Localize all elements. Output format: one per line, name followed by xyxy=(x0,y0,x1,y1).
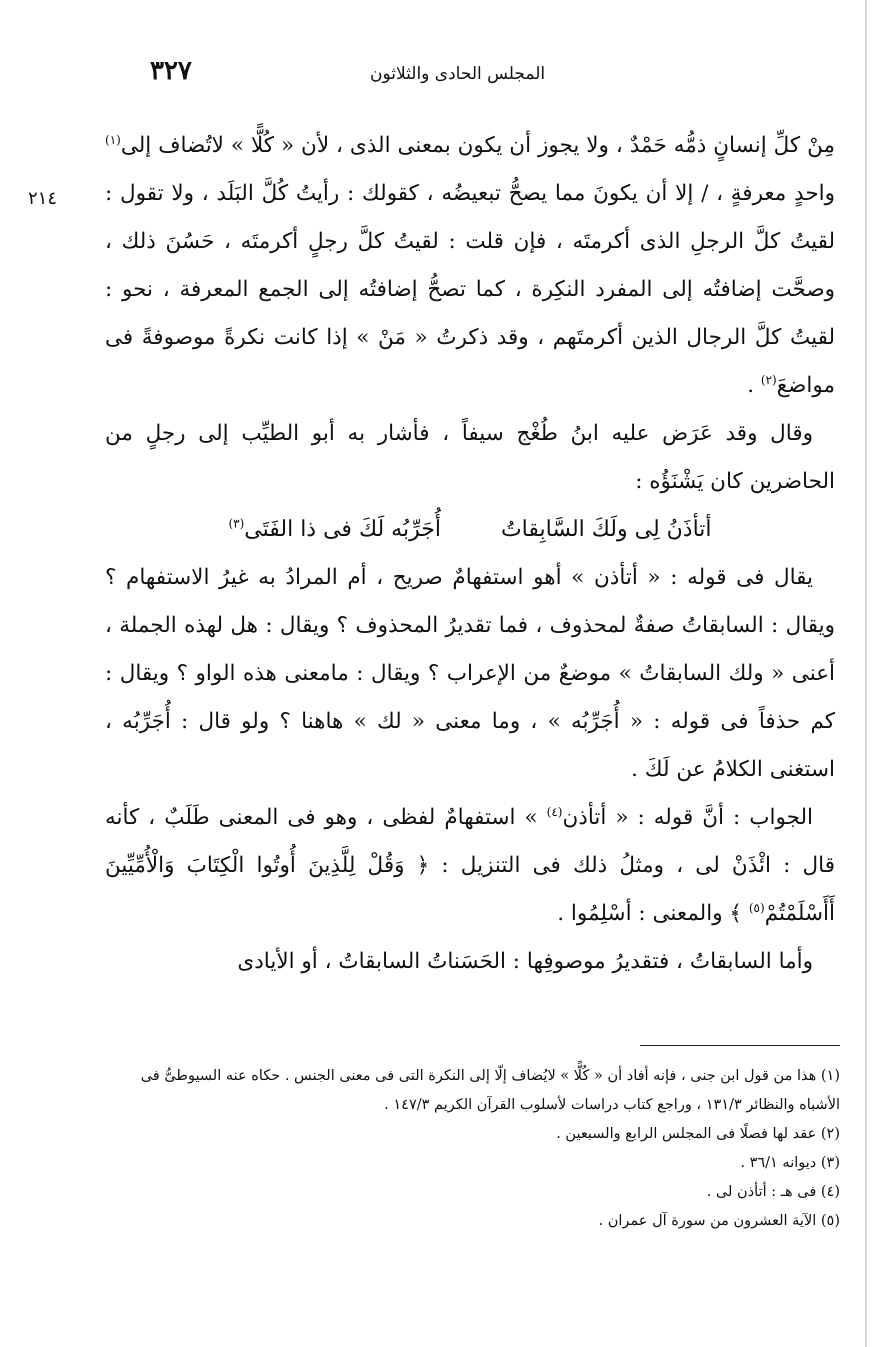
running-title: المجلس الحادى والثلاثون xyxy=(370,64,546,84)
paragraph-1-part-a: مِنْ كلِّ إنسانٍ ذمُّه حَمْدٌ ، ولا يجوز أن يكون بمعنى الذى ، لأن « كُلًّا » لاتُضاف إلى xyxy=(120,133,835,158)
footnote-4: (٤) فى هـ : أتأذن لى . xyxy=(706,1184,840,1200)
page-header xyxy=(140,56,700,96)
footnote-2: (٢) عقد لها فصلًا فى المجلس الرابع والسبعين . xyxy=(556,1126,840,1142)
footnote-1: (١) هذا من قول ابن جنى ، فإنه أفاد أن « كُلًّا » لايُضاف إلّا إلى النكرة التى فى معنى الجنس . حكاه عنه السيوطىُّ فى الأشباه والنظائر ١٣١/٣ ، وراجع كتاب دراسات لأسلوب القرآن الكريم ١٤٧/٣ . xyxy=(140,1068,840,1113)
paragraph-4 xyxy=(105,794,835,938)
paragraph-3: يقال فى قوله : « أتأذن » أهو استفهامٌ صريح ، أم المرادُ به غيرُ الاستفهام ؟ ويقال : السابقاتُ صفةٌ لمحذوف ، فما تقديرُ المحذوف ؟ ويقال : هل لهذه الجملة ، أعنى « ولك السابقاتُ » موضعٌ من الإعراب ؟ ويقال : مامعنى هذه الواو ؟ ويقال : كم حذفاً فى قوله : « أُجَرِّبُه » ، وما معنى « لك » هاهنا ؟ ولو قال : أُجَرِّبُه ، استغنى الكلامُ عن لَكَ . xyxy=(105,565,835,782)
main-text xyxy=(105,122,835,986)
footnote-marker-1: (١) xyxy=(105,132,121,147)
page-number: ٣٢٧ xyxy=(150,56,192,86)
footnote-marker-3: (٣) xyxy=(228,516,245,531)
paragraph-2: وقال وقد عَرَض عليه ابنُ طُغْج سيفاً ، فأشار به أبو الطيِّب إلى رجلٍ من الحاضرين كان يَشْنَؤُه : xyxy=(105,421,835,494)
footnote-marker-2: (٢) xyxy=(760,372,777,387)
paragraph-4-part-b: » استفهامٌ لفظى ، وهو فى المعنى طَلَبٌ ، كأنه قال : ائْذَنْ لى ، ومثلُ ذلك فى التنزيل : ﴿ وَقُلْ لِلَّذِينَ أُوتُوا الْكِتَابَ وَالْأُمِّيِّينَ أَأَسْلَمْتُمْ xyxy=(105,805,835,926)
margin-page-reference: ٢١٤ xyxy=(28,188,58,209)
verse-hemistich-2: أُجَرِّبُه لَكَ فى ذا الفَتَى xyxy=(244,517,441,542)
paragraph-4-part-c: ﴾ والمعنى : أسْلِمُوا . xyxy=(557,901,749,926)
page-edge-line xyxy=(865,0,867,1347)
poetry-verse xyxy=(105,506,835,554)
paragraph-1-part-c: . xyxy=(747,373,761,398)
paragraph-4-part-a: الجواب : أنَّ قوله : « أتأذن xyxy=(562,805,813,830)
paragraph-1-part-b: واحدٍ معرفةٍ ، / إلا أن يكونَ مما يصحُّ تبعيضُه ، كقولك : رأيتُ كُلَّ البَلَد ، ولا تقول : لقيتُ كلَّ الرجلِ الذى أكرمتَه ، فإن قلت : لقيتُ كلَّ رجلٍ أكرمتَه ، حَسُنَ ذلك ، وصحَّت إضافتُه إلى المفرد النكِرة ، كما تصحُّ إضافتُه إلى الجمع المعرفة ، نحو : لقيتُ كلَّ الرجال الذين أكرمتَهم ، وقد ذكرتُ « مَنْ » إذا كانت نكرةً موصوفةً فى مواضعَ xyxy=(105,181,835,398)
footnote-marker-5: (٥) xyxy=(748,900,765,915)
footnote-marker-4: (٤) xyxy=(546,804,563,819)
verse-hemistich-1: أتأذَنُ لِى ولَكَ السَّابِقاتُ xyxy=(500,517,712,542)
footnote-3: (٣) ديوانه ٣٦/١ . xyxy=(740,1155,840,1171)
verse-hemistich-2-wrap xyxy=(228,506,441,554)
paragraph-1 xyxy=(105,122,835,410)
footnotes xyxy=(100,1062,840,1236)
footnote-5: (٥) الآية العشرون من سورة آل عمران . xyxy=(598,1213,840,1229)
footnote-separator xyxy=(640,1045,840,1046)
paragraph-5: وأما السابقاتُ ، فتقديرُ موصوفِها : الحَسَناتُ السابقاتُ ، أو الأيادى xyxy=(237,949,813,974)
